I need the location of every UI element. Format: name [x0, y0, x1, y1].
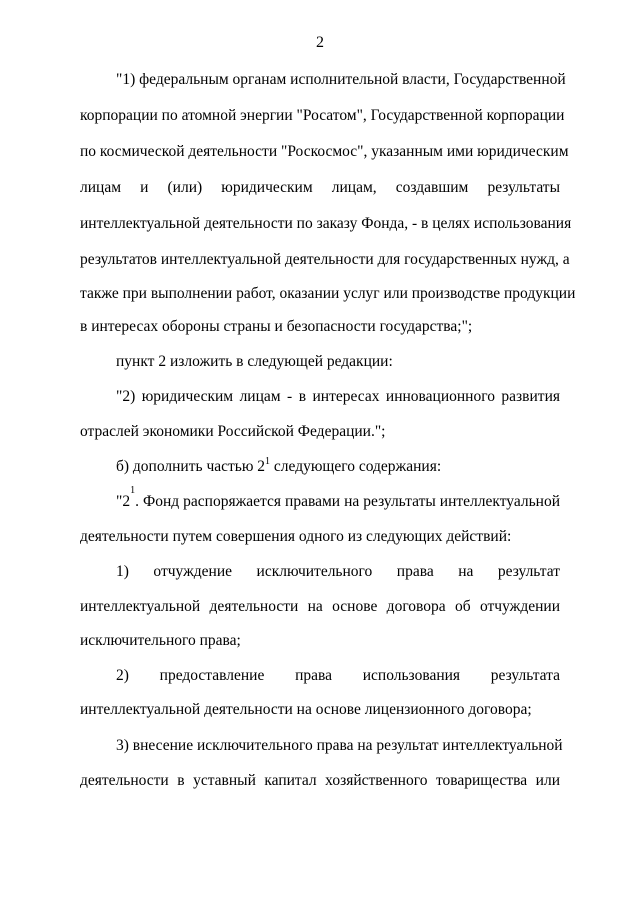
text-line: интеллектуальной деятельности на основе лицензионного договора; — [80, 701, 532, 718]
text-line: лицам и (или) юридическим лицам, создавшим результаты — [80, 179, 560, 196]
text-line: пункт 2 изложить в следующей редакции: — [116, 353, 393, 370]
text-line: результатов интеллектуальной деятельности для государственных нужд, а — [80, 251, 570, 268]
text-line: 1) отчуждение исключительного права на результат — [116, 563, 560, 580]
text-line: 2) предоставление права использования результата — [116, 667, 560, 684]
text-line: "2) юридическим лицам - в интересах инновационного развития — [116, 388, 560, 405]
text-line: также при выполнении работ, оказании услуг или производстве продукции — [80, 285, 576, 302]
text-line: интеллектуальной деятельности на основе договора об отчуждении — [80, 598, 560, 615]
page-number: 2 — [316, 34, 324, 51]
text-line: отраслей экономики Российской Федерации."; — [80, 423, 386, 440]
text-fragment: . Фонд распоряжается правами на результаты интеллектуальной — [135, 493, 560, 510]
text-line: деятельности в уставный капитал хозяйственного товарищества или — [80, 772, 560, 789]
text-line: по космической деятельности "Роскосмос", указанным ими юридическим — [80, 143, 569, 160]
text-line: "1) федеральным органам исполнительной власти, Государственной — [116, 71, 566, 88]
text-fragment: "2 — [116, 493, 131, 510]
text-line: 3) внесение исключительного права на результат интеллектуальной — [116, 737, 563, 754]
text-line: в интересах обороны страны и безопасности государства;"; — [80, 318, 473, 335]
text-fragment: следующего содержания: — [273, 458, 442, 475]
text-line: интеллектуальной деятельности по заказу Фонда, - в целях использования — [80, 215, 572, 232]
text-line-with-superscript — [116, 485, 560, 512]
text-line-with-superscript — [116, 457, 560, 477]
text-fragment: б) дополнить частью 2 — [116, 458, 266, 475]
text-line: деятельности путем совершения одного из следующих действий: — [80, 528, 512, 545]
text-line: исключительного права; — [80, 632, 241, 649]
text-line: корпорации по атомной энергии "Росатом", Государственной корпорации — [80, 107, 565, 124]
superscript: 1 — [265, 455, 271, 467]
superscript: 1 — [130, 485, 136, 496]
